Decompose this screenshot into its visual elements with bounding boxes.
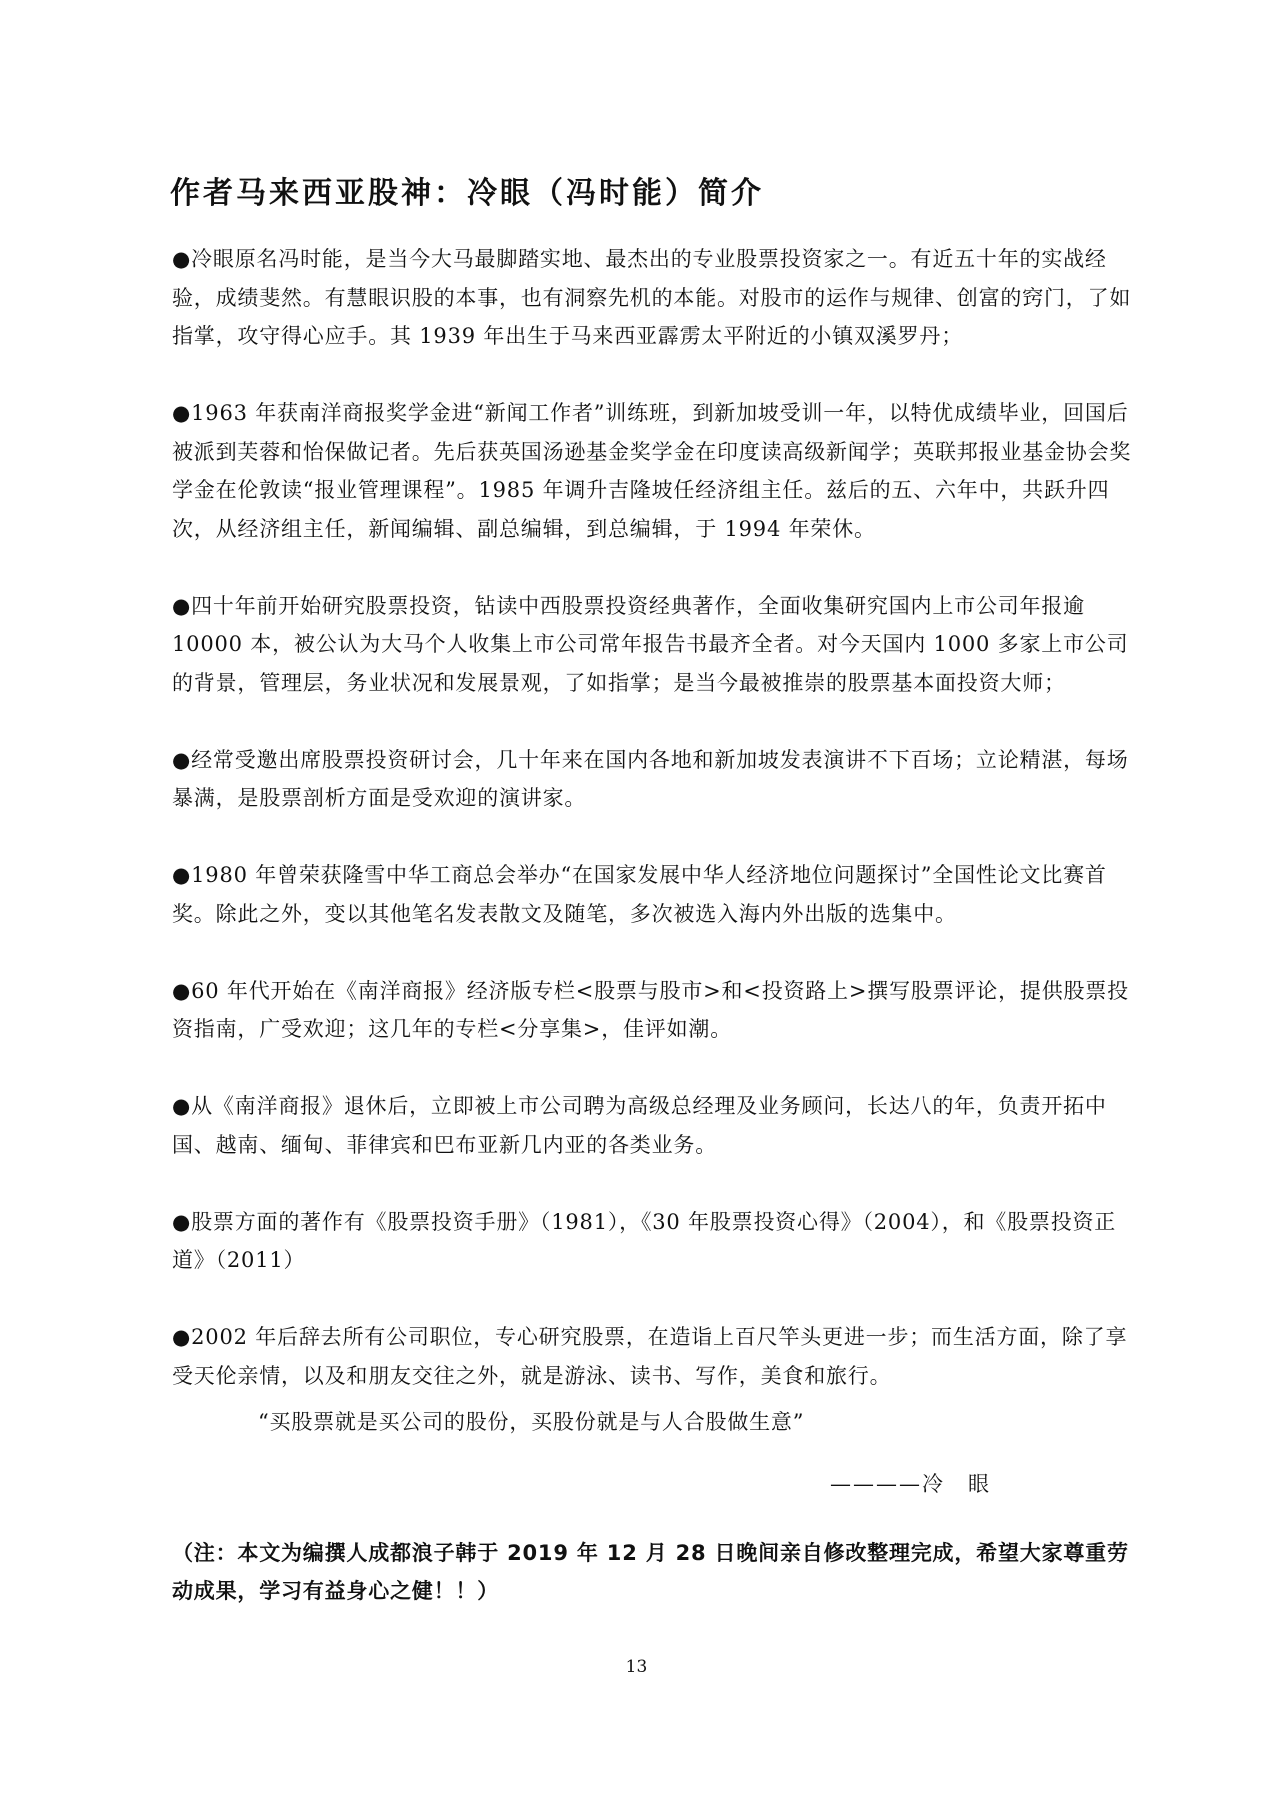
paragraph-post-retirement: ●从《南洋商报》退休后，立即被上市公司聘为高级总经理及业务顾问，长达八的年，负责开拓中国、越南、缅甸、菲律宾和巴布亚新几内亚的各类业务。: [172, 1094, 1107, 1157]
body-content: [172, 240, 1132, 1434]
paragraph-later-life: ●2002 年后辞去所有公司职位，专心研究股票，在造诣上百尺竿头更进一步；而生活方面，除了享受天伦亲情，以及和朋友交往之外，就是游泳、读书、写作，美食和旅行。: [172, 1325, 1128, 1388]
editor-note: （注：本文为编撰人成都浪子韩于 2019 年 12 月 28 日晚间亲自修改整理完成，希望大家尊重劳动成果，学习有益身心之健！！）: [172, 1541, 1129, 1603]
paragraph-award: ●1980 年曾荣获隆雪中华工商总会举办“在国家发展中华人经济地位问题探讨”全国性论文比赛首奖。除此之外，变以其他笔名发表散文及随笔，多次被选入海内外出版的选集中。: [172, 863, 1107, 926]
paragraph-journalism-career: ●1963 年获南洋商报奖学金进“新闻工作者”训练班，到新加坡受训一年，以特优成绩毕业，回国后被派到芙蓉和怡保做记者。先后获英国汤逊基金奖学金在印度读高级新闻学；英联邦报业基金协会奖学金在伦敦读“报业管理课程”。1985 年调升吉隆坡任经济组主任。兹后的五、六年中，共跃升四次，从经济组主任，新闻编辑、副总编辑，到总编辑，于 1994 年荣休。: [172, 401, 1132, 541]
paragraph-biography-origin: ●冷眼原名冯时能，是当今大马最脚踏实地、最杰出的专业股票投资家之一。有近五十年的实战经验，成绩斐然。有慧眼识股的本事，也有洞察先机的本能。对股市的运作与规律、创富的窍门，了如指掌，攻守得心应手。其 1939 年出生于马来西亚霹雳太平附近的小镇双溪罗丹；: [172, 247, 1132, 348]
page-number: 13: [625, 1657, 648, 1677]
paragraph-stock-research: ●四十年前开始研究股票投资，钻读中西股票投资经典著作，全面收集研究国内上市公司年报逾 10000 本，被公认为大马个人收集上市公司常年报告书最齐全者。对今天国内 1000 多家上市公司的背景，管理层，务业状况和发展景观，了如指掌；是当今最被推崇的股票基本面投资大师；: [172, 593, 1129, 695]
paragraph-speaking: ●经常受邀出席股票投资研讨会，几十年来在国内各地和新加坡发表演讲不下百场；立论精湛，每场暴满，是股票剖析方面是受欢迎的演讲家。: [172, 747, 1129, 810]
quote-attribution: ————冷 眼: [830, 1472, 991, 1496]
paragraph-columns: ●60 年代开始在《南洋商报》经济版专栏<股票与股市>和<投资路上>撰写股票评论，提供股票投资指南，广受欢迎；这几年的专栏<分享集>，佳评如潮。: [172, 978, 1129, 1041]
quote: “买股票就是买公司的股份，买股份就是与人合股做生意”: [258, 1410, 805, 1434]
paragraph-publications: ●股票方面的著作有《股票投资手册》（1981），《30 年股票投资心得》（2004），和《股票投资正道》（2011）: [172, 1209, 1117, 1272]
page-title: 作者马来西亚股神：冷眼（冯时能）简介: [170, 176, 764, 211]
